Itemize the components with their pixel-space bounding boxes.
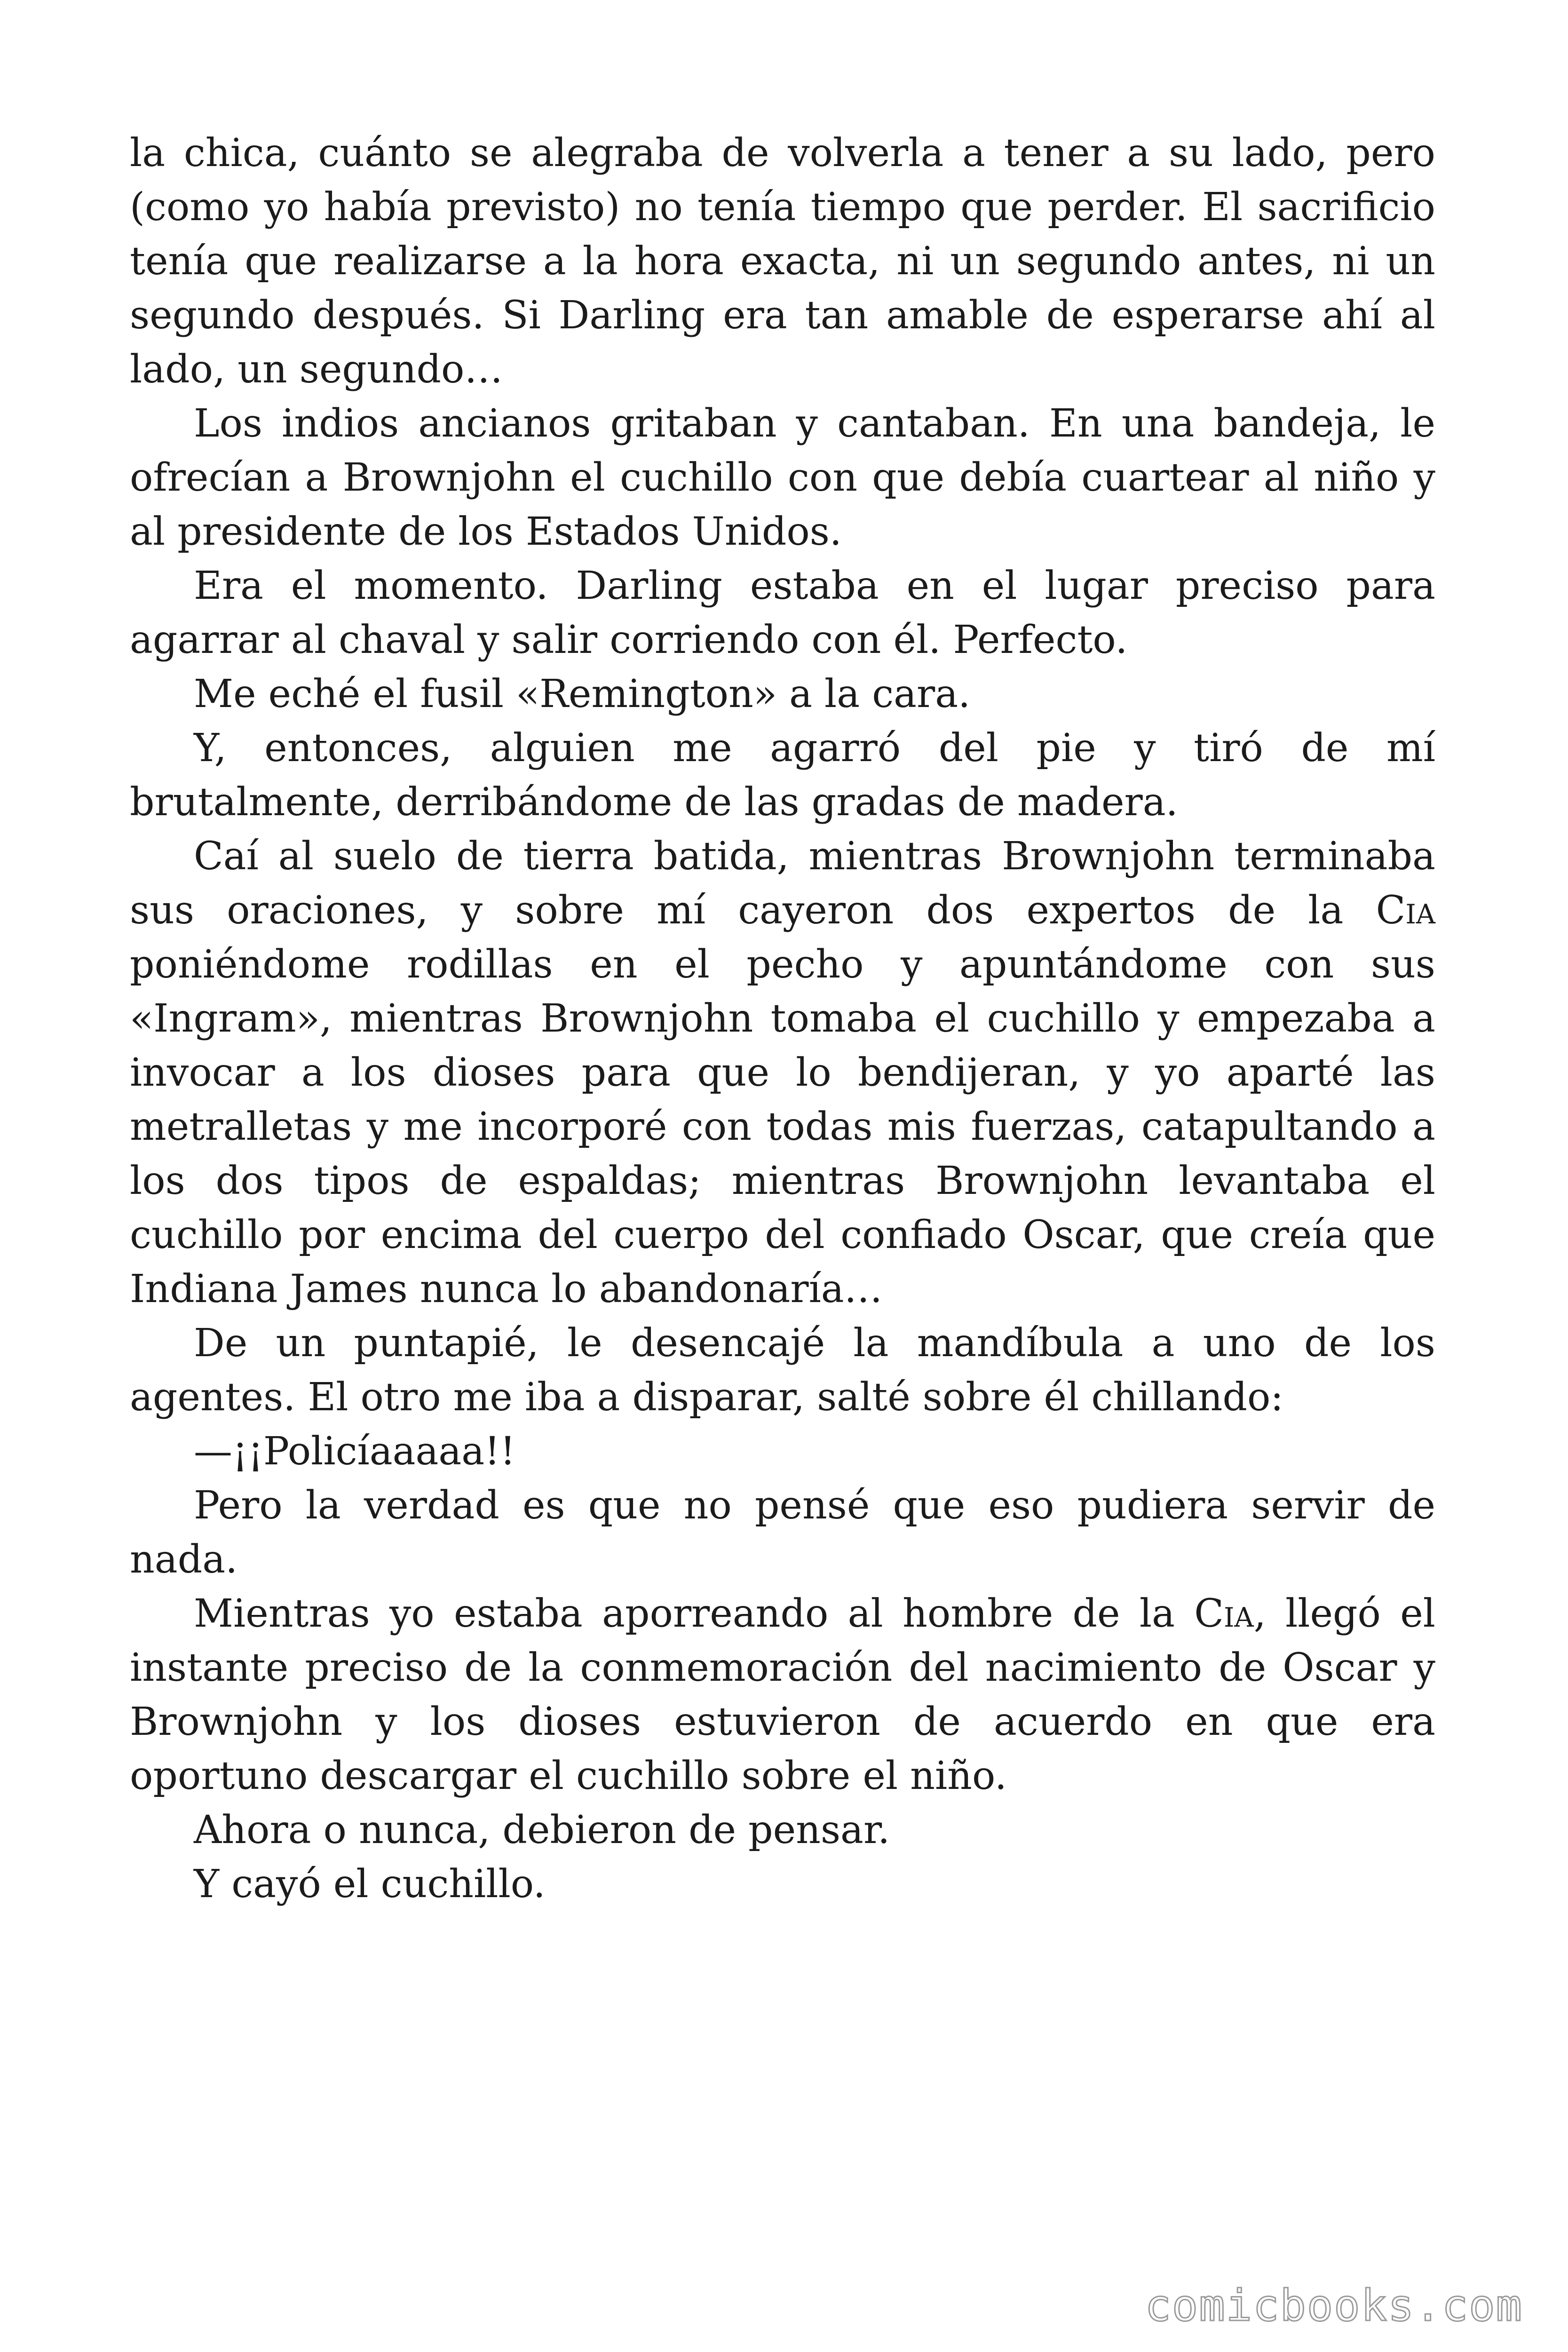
paragraph-11: Ahora o nunca, debieron de pensar. xyxy=(194,1808,890,1852)
paragraph-7: De un puntapié, le desencajé la mandíbula a uno de los agentes. El otro me iba a disparar, salté sobre él chillando: xyxy=(130,1321,1435,1420)
paragraph-2: Los indios ancianos gritaban y cantaban. En una bandeja, le ofrecían a Brownjohn el cuchillo con que debía cuartear al niño y al presidente de los Estados Unidos. xyxy=(130,401,1435,554)
paragraph-3: Era el momento. Darling estaba en el lugar preciso para agarrar al chaval y salir corriendo con él. Perfecto. xyxy=(130,564,1435,662)
watermark: comicbooks.com xyxy=(1145,2280,1523,2331)
paragraph-10-text-after: , llegó el instante preciso de la conmemoración del nacimiento de Oscar y Brownjohn y los dioses estuvieron de acuerdo en que era oportuno descargar el cuchillo sobre el niño. xyxy=(130,1591,1435,1798)
paragraph-4: Me eché el fusil «Remington» a la cara. xyxy=(194,672,971,716)
book-page-text xyxy=(130,126,1435,1911)
paragraph-1: la chica, cuánto se alegraba de volverla a tener a su lado, pero (como yo había previsto) no tenía tiempo que perder. El sacrificio tenía que realizarse a la hora exacta, ni un segundo antes, ni un segundo después. Si Darling era tan amable de esperarse ahí al lado, un segundo… xyxy=(130,131,1435,392)
paragraph-12: Y cayó el cuchillo. xyxy=(194,1862,546,1907)
paragraph-5: Y, entonces, alguien me agarró del pie y tiró de mí brutalmente, derribándome de las gradas de madera. xyxy=(130,726,1435,825)
cia-abbreviation: Cia xyxy=(1376,888,1435,933)
paragraph-6 xyxy=(130,829,1435,1316)
paragraph-10 xyxy=(130,1587,1435,1803)
paragraph-10-text-before: Mientras yo estaba aporreando al hombre de la xyxy=(194,1591,1195,1636)
paragraph-8-dialogue: —¡¡Policíaaaaa!! xyxy=(194,1429,516,1474)
cia-abbreviation: Cia xyxy=(1194,1591,1254,1636)
paragraph-6-text-after: poniéndome rodillas en el pecho y apuntándome con sus «Ingram», mientras Brownjohn tomaba el cuchillo y empezaba a invocar a los dioses para que lo bendijeran, y yo aparté las metralletas y me incorporé con todas mis fuerzas, catapultando a los dos tipos de espaldas; mientras Brownjohn levantaba el cuchillo por encima del cuerpo del confiado Oscar, que creía que Indiana James nunca lo abandonaría… xyxy=(130,942,1435,1311)
paragraph-9: Pero la verdad es que no pensé que eso pudiera servir de nada. xyxy=(130,1483,1435,1582)
paragraph-6-text-before: Caí al suelo de tierra batida, mientras Brownjohn terminaba sus oraciones, y sobre mí cayeron dos expertos de la xyxy=(130,834,1435,933)
